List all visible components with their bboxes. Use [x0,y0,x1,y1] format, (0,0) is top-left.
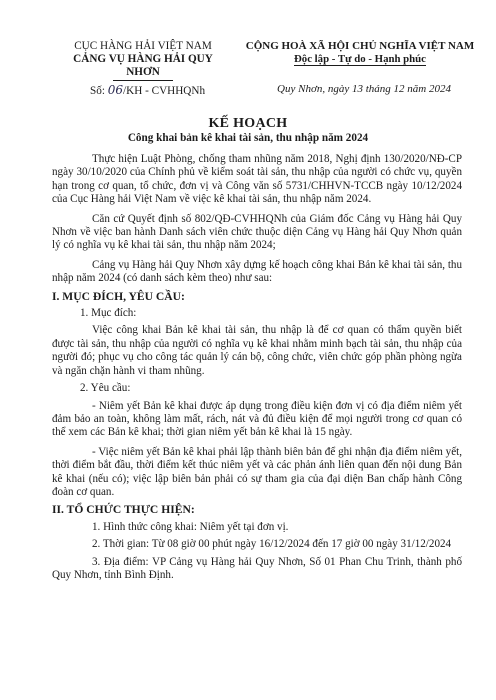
national-motto [240,53,480,66]
purpose-label: 1. Mục đích: [80,307,137,320]
document-title: KẾ HOẠCH [208,116,288,131]
doc-number-handwritten: 06 [107,83,124,97]
agency-name: CẢNG VỤ HÀNG HẢI QUY NHƠN [73,53,213,78]
document-subtitle: Công khai bản kê khai tài sản, thu nhập năm 2024 [127,132,369,144]
requirement-label: 2. Yêu cầu: [80,382,131,395]
doc-number-suffix: /KH - CVHHQNh [123,85,206,97]
motto-text: Độc lập - Tự do - Hạnh phúc [294,53,426,65]
implementation-item-2: 2. Thời gian: Từ 08 giờ 00 phút ngày 16/12/2024 đến 17 giờ 00 ngày 31/12/2024 [92,538,452,551]
document-number [90,83,205,97]
parent-agency: CỤC HÀNG HẢI VIỆT NAM [74,40,212,52]
implementation-item-3: 3. Địa điểm: VP Cảng vụ Hàng hải Quy Nhơn, Số 01 Phan Chu Trinh, thành phố Quy Nhơn, tỉnh Bình Định. [52,555,462,581]
intro-paragraph-3: Cảng vụ Hàng hải Quy Nhơn xây dựng kế hoạch công khai Bản kê khai tài sản, thu nhập năm 2024 (có danh sách kèm theo) như sau: [52,258,462,285]
national-heading-block [240,40,480,66]
date-line: Quy Nhơn, ngày 13 tháng 12 năm 2024 [277,83,451,95]
document-body [52,153,462,586]
purpose-text: Việc công khai Bản kê khai tài sản, thu nhập là để cơ quan có thẩm quyền biết được tài sản, thu nhập của người có nghĩa vụ kê khai nhằm minh bạch tài sản, thu nhập của người đó; phục vụ cho công tác quản lý cán bộ, công chức, viên chức góp phần phòng ngừa và ngăn chặn hành vi tham nhũng. [52,324,462,377]
requirement-item-2: - Việc niêm yết Bản kê khai phải lập thành biên bản để ghi nhận địa điểm niêm yết, thời điểm bắt đầu, thời điểm kết thúc niêm yết và các phản ánh liên quan đến nội dung Bản kê khai (nếu có); việc lập biên bản phải có sự tham gia của đại diện Ban chấp hành Công đoàn cơ quan. [52,445,462,498]
section-2-heading: II. TỔ CHỨC THỰC HIỆN: [52,503,195,517]
requirement-item-1: - Niêm yết Bản kê khai được áp dụng trong điều kiện đơn vị có địa điểm niêm yết đảm bảo an toàn, không làm mất, rách, nát và đủ điều kiện để mọi người trong cơ quan có thể xem các Bản kê khai; thời gian niêm yết bản kê khai là 15 ngày. [52,399,462,439]
agency-divider [113,80,173,81]
implementation-item-1: 1. Hình thức công khai: Niêm yết tại đơn vị. [92,520,289,533]
issuing-agency-block [58,40,228,81]
intro-paragraph-1: Thực hiện Luật Phòng, chống tham nhũng năm 2018, Nghị định 130/2020/NĐ-CP ngày 30/10/2020 của Chính phủ về kiểm soát tài sản, thu nhập của người có chức vụ, quyền hạn trong cơ quan, tổ chức, đơn vị và Công văn số 5731/CHHVN-TCCB ngày 10/12/2024 của Cục Hàng hải Việt Nam về việc kê khai tài sản, thu nhập năm 2024. [52,153,462,206]
intro-paragraph-2: Căn cứ Quyết định số 802/QĐ-CVHHQNh của Giám đốc Cảng vụ Hàng hải Quy Nhơn về việc ban hành Danh sách viên chức thuộc diện Cảng vụ Hàng hải Quy Nhơn quản lý có nghĩa vụ kê khai tài sản, thu nhập năm 2024; [52,212,462,252]
doc-number-prefix: Số: [90,85,105,97]
section-1-heading: I. MỤC ĐÍCH, YÊU CẦU: [52,289,185,303]
national-title: CỘNG HOÀ XÃ HỘI CHỦ NGHĨA VIỆT NAM [245,40,475,52]
